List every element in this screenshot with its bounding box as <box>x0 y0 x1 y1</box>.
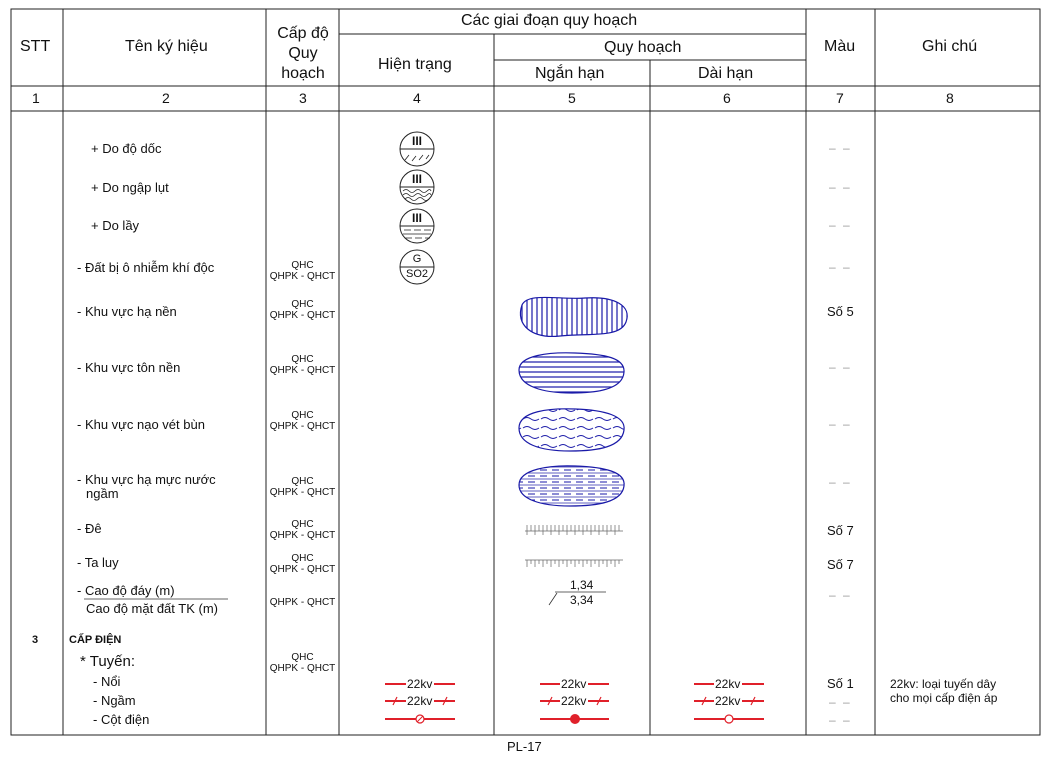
power-note-line1: 22kv: loại tuyến dây <box>890 677 997 691</box>
lower-ground-symbol <box>520 297 627 336</box>
dredge-symbol <box>519 409 624 451</box>
col-number: 2 <box>162 90 170 106</box>
line-label-short-overhead: 22kv <box>561 677 587 691</box>
row-label-elevation-2: Cao độ mặt đất TK (m) <box>86 601 218 616</box>
elevation-top-value: 1,34 <box>570 578 594 592</box>
level-lower: QHC QHPK - QHCT <box>269 299 336 321</box>
header-color: Màu <box>824 38 856 55</box>
row-label-toxic: - Đất bị ô nhiễm khí độc <box>77 260 215 275</box>
header-note: Ghi chú <box>922 38 978 55</box>
dike-symbol <box>525 525 623 535</box>
color-power-underground: – – <box>829 695 852 709</box>
row-label-raise: - Khu vực tôn nền <box>77 360 181 375</box>
line-label-current-overhead: 22kv <box>407 677 433 691</box>
line-label-short-underground: 22kv <box>561 694 587 708</box>
color-power-overhead: Số 1 <box>827 676 854 691</box>
row-label-dredge: - Khu vực nạo vét bùn <box>77 417 205 432</box>
col-number: 6 <box>723 90 731 106</box>
level-power: QHC QHPK - QHCT <box>269 652 336 674</box>
raise-ground-symbol <box>519 353 624 393</box>
col-number: 8 <box>946 90 954 106</box>
swamp-symbol-label: III <box>411 211 422 225</box>
line-label-long-overhead: 22kv <box>715 677 741 691</box>
line-label-long-underground: 22kv <box>715 694 741 708</box>
header-long-term: Dài hạn <box>698 65 754 82</box>
level-water: QHC QHPK - QHCT <box>269 476 336 498</box>
power-title: CẤP ĐIỆN <box>69 634 122 646</box>
level-toxic: QHC QHPK - QHCT <box>269 260 336 282</box>
color-lower: Số 5 <box>827 304 854 319</box>
slope-bank-symbol <box>525 560 623 567</box>
row-label-lower: - Khu vực hạ nền <box>77 304 177 319</box>
level-elevation: QHPK - QHCT <box>269 597 336 608</box>
level-raise: QHC QHPK - QHCT <box>269 354 336 376</box>
row-label-elevation: - Cao độ đáy (m) <box>77 583 175 598</box>
color-flood: – – <box>829 180 852 194</box>
toxic-symbol-bottom: SO2 <box>405 268 428 280</box>
elevation-bottom-value: 3,34 <box>570 593 594 607</box>
color-dredge: – – <box>829 417 852 431</box>
col-number: 5 <box>568 90 576 106</box>
pole-symbols <box>416 715 733 724</box>
col-number: 7 <box>836 90 844 106</box>
row-label-dike: - Đê <box>77 521 102 536</box>
header-planning: Quy hoạch <box>604 39 682 56</box>
row-label-water: - Khu vực hạ mực nước <box>77 472 216 487</box>
header-stt: STT <box>20 38 51 55</box>
col-number: 1 <box>32 90 40 106</box>
level-slope-bank: QHC QHPK - QHCT <box>269 553 336 575</box>
page-number: PL-17 <box>507 739 542 754</box>
color-swamp: – – <box>829 218 852 232</box>
color-elevation: – – <box>829 588 852 602</box>
power-overhead: - Nổi <box>93 674 121 689</box>
header-level: Cấp độ Quy hoạch <box>277 25 329 82</box>
color-slope: – – <box>829 141 852 155</box>
level-dredge: QHC QHPK - QHCT <box>269 410 336 432</box>
power-underground: - Ngầm <box>93 693 136 708</box>
slope-symbol-label: III <box>411 134 422 148</box>
col-number: 4 <box>413 90 421 106</box>
color-water: – – <box>829 475 852 489</box>
row-label-swamp: + Do lầy <box>91 218 140 233</box>
power-pole: - Cột điện <box>93 712 150 727</box>
color-toxic: – – <box>829 260 852 274</box>
row-label-slope-bank: - Ta luy <box>77 555 119 570</box>
col-number: 3 <box>299 90 307 106</box>
water-table-symbol <box>519 466 624 506</box>
power-route: * Tuyến: <box>80 653 136 670</box>
row-label-flood: + Do ngập lụt <box>91 180 169 195</box>
row-label-slope: + Do độ dốc <box>91 141 162 156</box>
header-stages: Các giai đoạn quy hoạch <box>461 12 638 29</box>
power-index: 3 <box>32 634 39 646</box>
header-current: Hiện trạng <box>378 56 452 73</box>
row-label-water-2: ngầm <box>86 486 119 501</box>
toxic-symbol-top: G <box>412 253 422 265</box>
header-name: Tên ký hiệu <box>125 38 208 55</box>
color-dike: Số 7 <box>827 523 854 538</box>
power-note-line2: cho mọi cấp điện áp <box>890 691 998 705</box>
line-label-current-underground: 22kv <box>407 694 433 708</box>
level-dike: QHC QHPK - QHCT <box>269 519 336 541</box>
color-slope-bank: Số 7 <box>827 557 854 572</box>
flood-symbol-label: III <box>411 172 422 186</box>
color-power-pole: – – <box>829 713 852 727</box>
header-short-term: Ngắn hạn <box>535 65 605 82</box>
color-raise: – – <box>829 360 852 374</box>
